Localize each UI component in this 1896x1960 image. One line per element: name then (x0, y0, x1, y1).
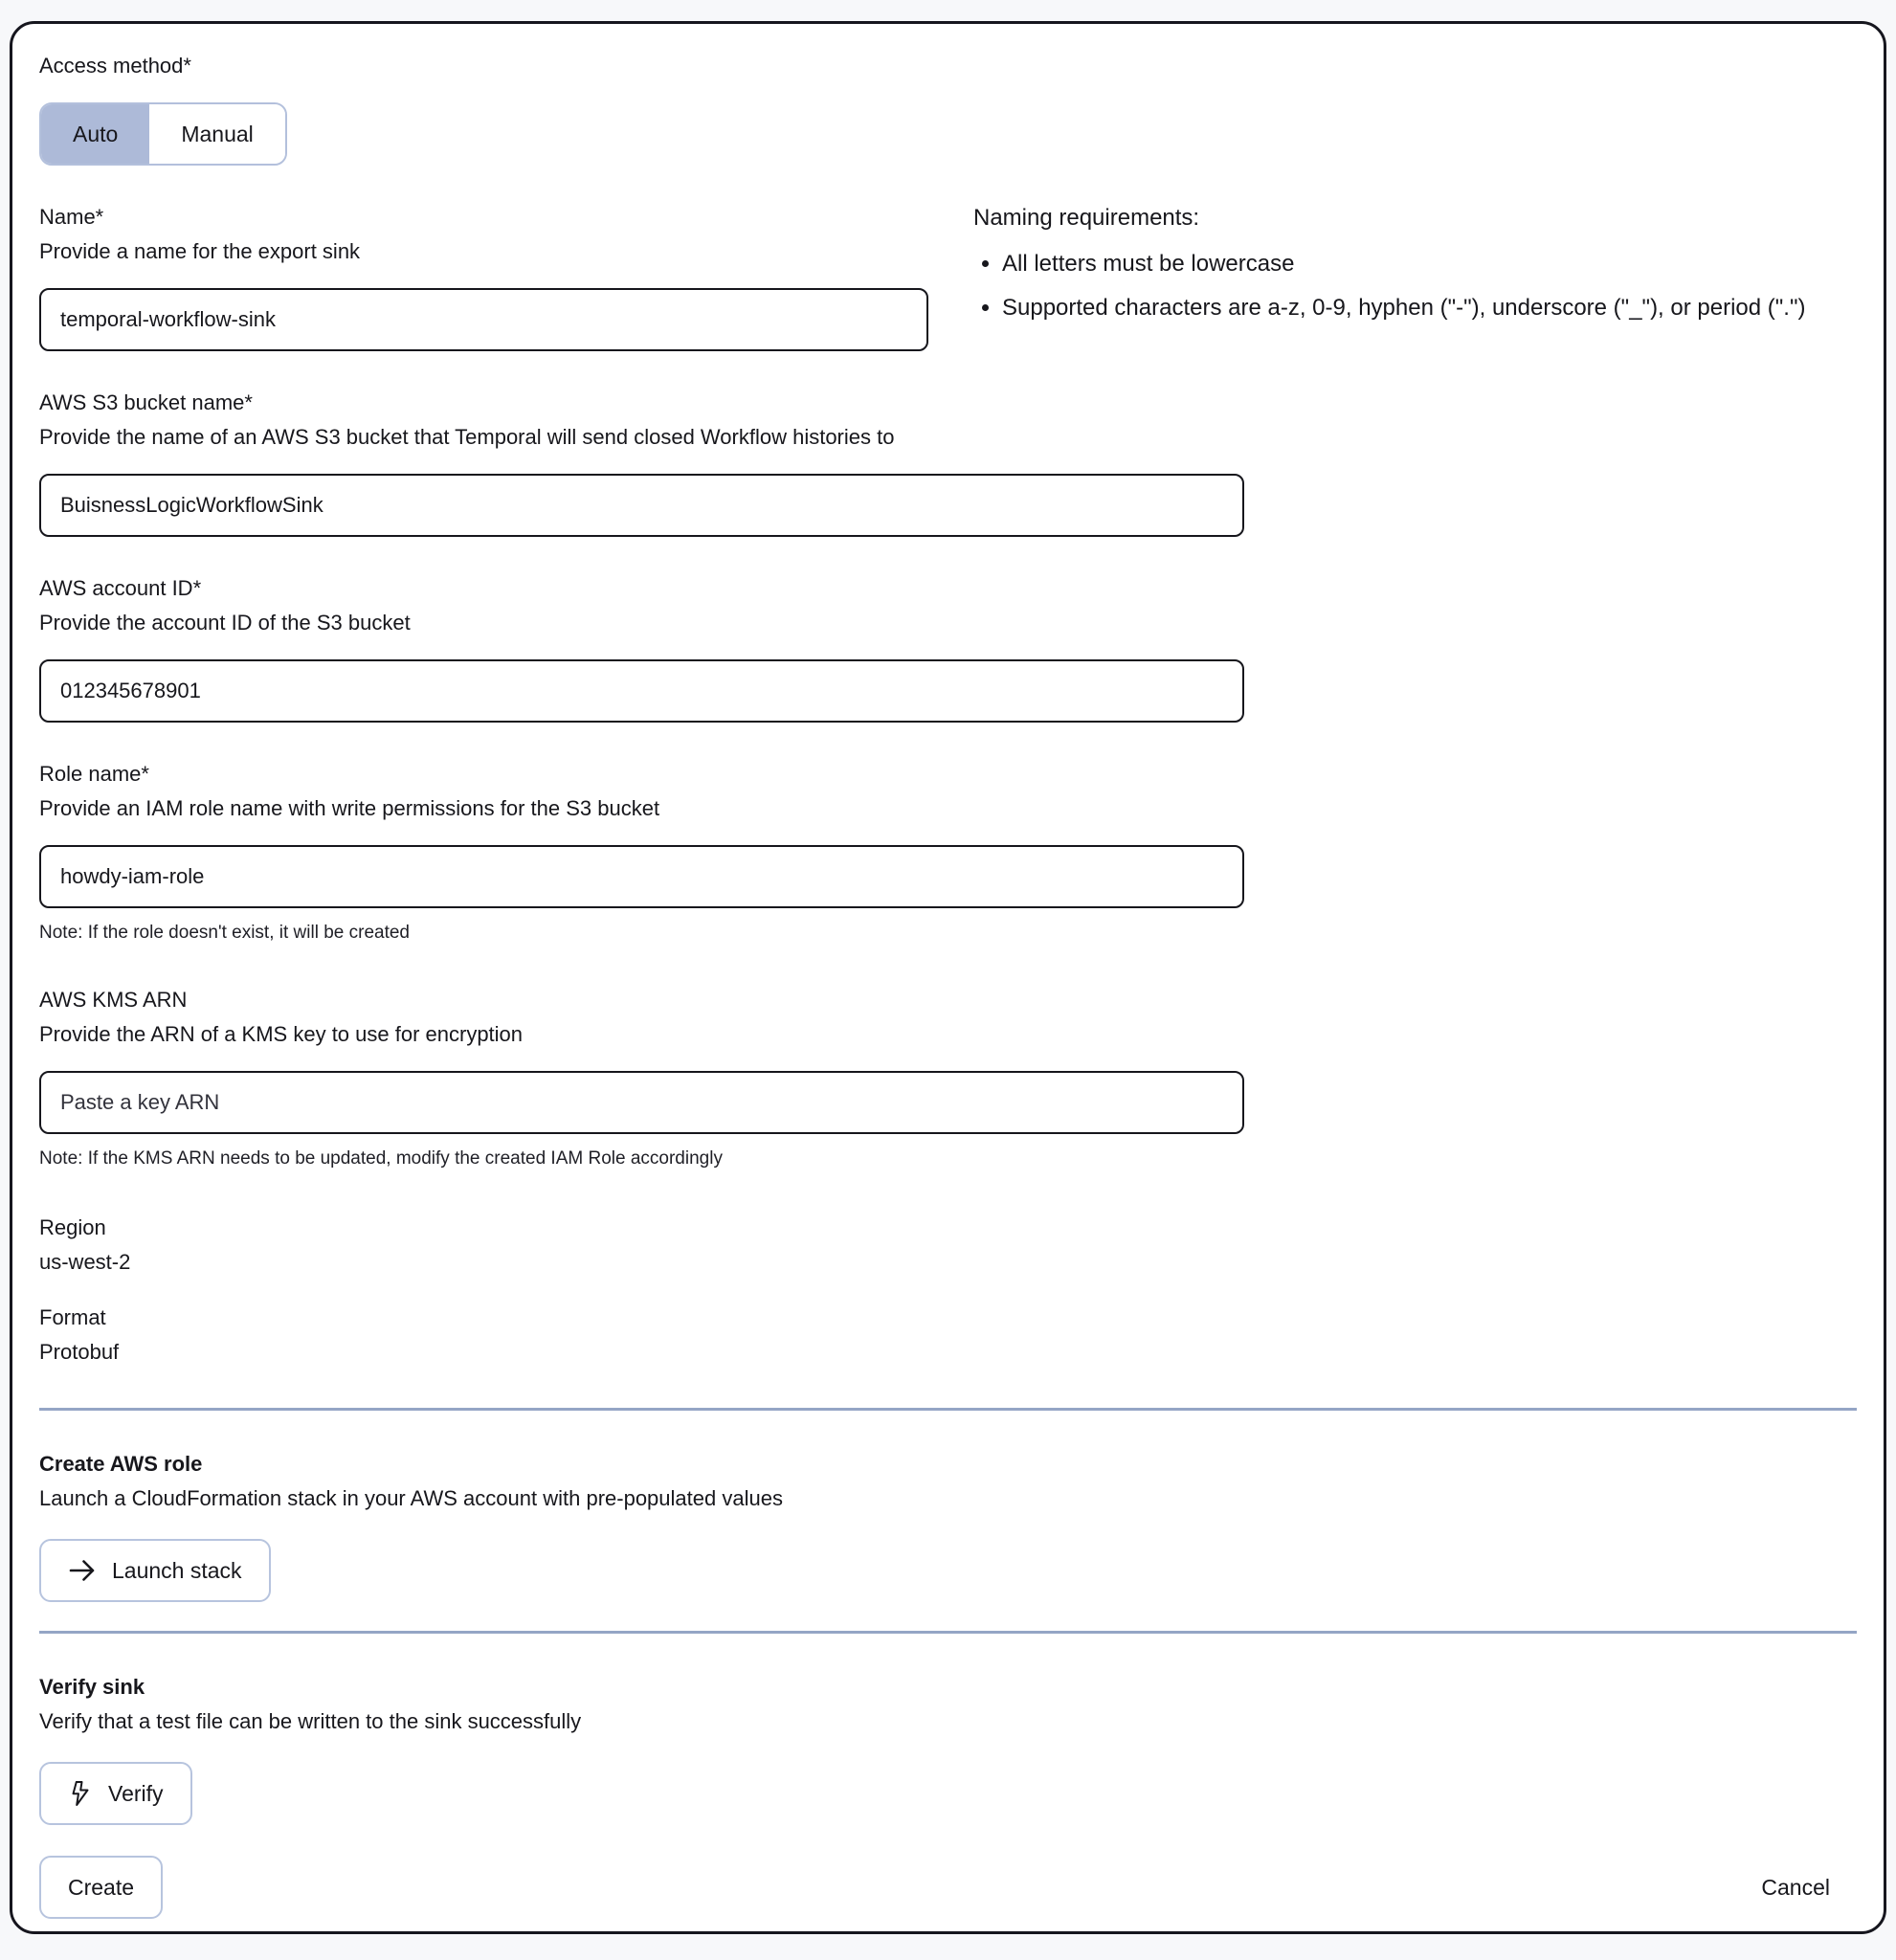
verify-button-label: Verify (108, 1780, 164, 1806)
kms-arn-label: AWS KMS ARN (39, 988, 188, 1012)
footer-actions (39, 1856, 1857, 1919)
name-description: Provide a name for the export sink (39, 239, 361, 263)
launch-stack-button-label: Launch stack (112, 1557, 242, 1583)
verify-sink-title: Verify sink (39, 1675, 145, 1699)
divider (39, 1408, 1857, 1411)
account-id-label: AWS account ID* (39, 576, 202, 600)
access-method-option-manual[interactable]: Manual (149, 104, 284, 164)
lightning-bolt-icon (68, 1780, 93, 1807)
naming-requirements-list (973, 248, 1857, 324)
name-input[interactable] (39, 288, 928, 351)
account-id-input[interactable] (39, 659, 1244, 723)
name-label: Name* (39, 205, 104, 229)
divider (39, 1631, 1857, 1634)
kms-arn-section (39, 987, 1857, 1170)
naming-requirement-item: • All letters must be lowercase (1002, 248, 1844, 280)
verify-sink-description: Verify that a test file can be written to the sink successfully (39, 1709, 582, 1733)
verify-button[interactable] (39, 1762, 192, 1825)
access-method-option-auto[interactable]: Auto (41, 104, 149, 164)
role-name-section (39, 761, 1857, 945)
naming-requirements-title: Naming requirements: (973, 205, 1200, 231)
format-value: Protobuf (39, 1340, 120, 1364)
access-method-toggle (39, 102, 287, 166)
format-label: Format (39, 1305, 106, 1329)
region-value: us-west-2 (39, 1250, 131, 1274)
role-name-note: Note: If the role doesn't exist, it will be created (39, 923, 410, 943)
launch-stack-button[interactable] (39, 1539, 271, 1602)
role-name-label: Role name* (39, 762, 149, 786)
s3-bucket-label: AWS S3 bucket name* (39, 390, 253, 414)
arrow-right-icon (68, 1558, 97, 1583)
role-name-input[interactable] (39, 845, 1244, 908)
s3-bucket-description: Provide the name of an AWS S3 bucket that Temporal will send closed Workflow histories to (39, 425, 895, 449)
create-aws-role-section (39, 1451, 1857, 1602)
kms-arn-input[interactable] (39, 1071, 1244, 1134)
account-id-description: Provide the account ID of the S3 bucket (39, 611, 411, 635)
kms-arn-note: Note: If the KMS ARN needs to be updated, modify the created IAM Role accordingly (39, 1148, 723, 1169)
kms-arn-description: Provide the ARN of a KMS key to use for encryption (39, 1022, 524, 1046)
region-label: Region (39, 1215, 106, 1239)
account-id-section (39, 575, 1857, 723)
name-section (39, 204, 934, 351)
create-button-label: Create (68, 1874, 135, 1900)
export-sink-form-panel (10, 21, 1886, 1934)
region-section (39, 1214, 1857, 1276)
create-aws-role-title: Create AWS role (39, 1452, 203, 1476)
naming-requirement-item: • Supported characters are a-z, 0-9, hyphen ("-"), underscore ("_"), or period (".") (1002, 292, 1844, 324)
s3-bucket-input[interactable] (39, 474, 1244, 537)
cancel-button[interactable]: Cancel (1761, 1874, 1830, 1900)
format-section (39, 1304, 1857, 1366)
access-method-label: Access method* (39, 54, 191, 78)
role-name-description: Provide an IAM role name with write permissions for the S3 bucket (39, 796, 660, 820)
create-button[interactable] (39, 1856, 163, 1919)
s3-bucket-section (39, 390, 1857, 537)
create-aws-role-description: Launch a CloudFormation stack in your AWS account with pre-populated values (39, 1486, 783, 1510)
verify-sink-section (39, 1674, 1857, 1825)
name-and-requirements-row (39, 204, 1857, 351)
naming-requirements (934, 204, 1857, 336)
